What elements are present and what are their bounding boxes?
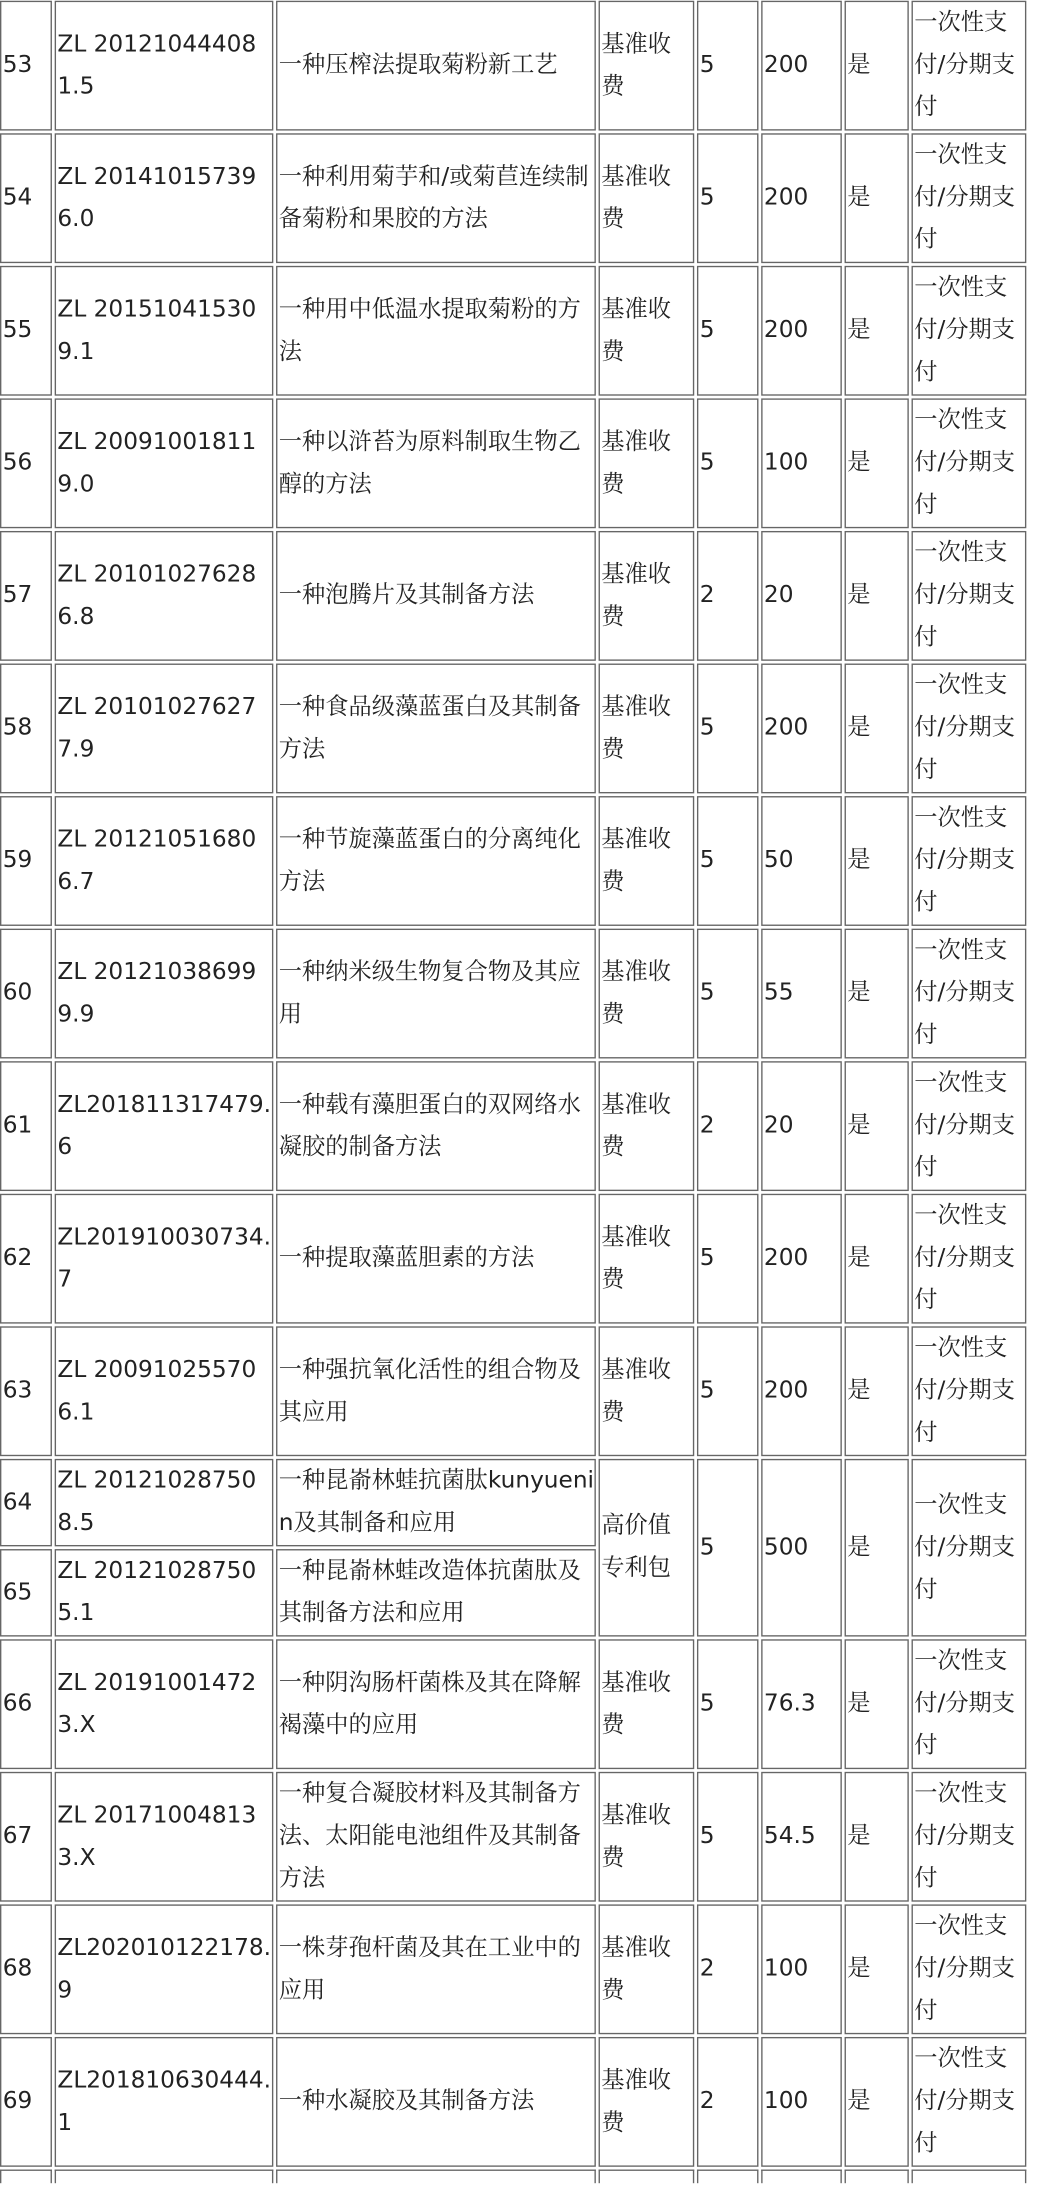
payment-method: 一次性支付/分期支付 xyxy=(912,1904,1027,2034)
row-number: 56 xyxy=(0,398,52,528)
fee-type: 基准收费 xyxy=(599,531,695,661)
empty-cell xyxy=(912,2170,1027,2184)
table-row xyxy=(0,664,1026,794)
license-years: 5 xyxy=(697,1194,758,1324)
flag: 是 xyxy=(845,531,909,661)
row-number: 66 xyxy=(0,1639,52,1769)
patent-number: ZL 200910255706.1 xyxy=(55,1326,274,1456)
price: 20 xyxy=(761,531,842,661)
fee-type: 基准收费 xyxy=(599,1194,695,1324)
table-row xyxy=(0,133,1026,263)
license-years: 5 xyxy=(697,1,758,131)
fee-type: 基准收费 xyxy=(599,1,695,131)
patent-title: 一种载有藻胆蛋白的双网络水凝胶的制备方法 xyxy=(276,1061,596,1191)
patent-number: ZL 201210386999.9 xyxy=(55,929,274,1059)
patent-number: ZL 201210516806.7 xyxy=(55,796,274,926)
license-years: 5 xyxy=(697,266,758,396)
patent-number: ZL 201910014723.X xyxy=(55,1639,274,1769)
payment-method: 一次性支付/分期支付 xyxy=(912,1326,1027,1456)
row-number: 53 xyxy=(0,1,52,131)
patent-title: 一种纳米级生物复合物及其应用 xyxy=(276,929,596,1059)
flag: 是 xyxy=(845,664,909,794)
fee-type: 基准收费 xyxy=(599,266,695,396)
patent-title: 一种食品级藻蓝蛋白及其制备方法 xyxy=(276,664,596,794)
fee-type: 基准收费 xyxy=(599,1772,695,1902)
table-row xyxy=(0,398,1026,528)
patent-title: 一种提取藻蓝胆素的方法 xyxy=(276,1194,596,1324)
payment-method: 一次性支付/分期支付 xyxy=(912,1772,1027,1902)
flag: 是 xyxy=(845,1772,909,1902)
patent-number: ZL 201510415309.1 xyxy=(55,266,274,396)
table-row xyxy=(0,1,1026,131)
table-row xyxy=(0,2037,1026,2167)
license-years: 5 xyxy=(697,796,758,926)
flag: 是 xyxy=(845,929,909,1059)
fee-type: 高价值专利包 xyxy=(599,1459,695,1637)
payment-method: 一次性支付/分期支付 xyxy=(912,1639,1027,1769)
patent-title: 一种昆嵛林蛙抗菌肽kunyuenin及其制备和应用 xyxy=(276,1459,596,1546)
row-number: 55 xyxy=(0,266,52,396)
payment-method: 一次性支付/分期支付 xyxy=(912,266,1027,396)
table-row xyxy=(0,929,1026,1059)
payment-method: 一次性支付/分期支付 xyxy=(912,1194,1027,1324)
price: 50 xyxy=(761,796,842,926)
flag: 是 xyxy=(845,1639,909,1769)
fee-type: 基准收费 xyxy=(599,1639,695,1769)
patent-number: ZL 201010276286.8 xyxy=(55,531,274,661)
patent-title: 一种以浒苔为原料制取生物乙醇的方法 xyxy=(276,398,596,528)
payment-method: 一次性支付/分期支付 xyxy=(912,664,1027,794)
row-number: 65 xyxy=(0,1549,52,1636)
flag: 是 xyxy=(845,1061,909,1191)
price: 200 xyxy=(761,266,842,396)
flag: 是 xyxy=(845,1904,909,2034)
table-row xyxy=(0,531,1026,661)
row-number: 61 xyxy=(0,1061,52,1191)
patent-number: ZL201810630444.1 xyxy=(55,2037,274,2167)
patent-number: ZL 201210444081.5 xyxy=(55,1,274,131)
patent-number: ZL201811317479.6 xyxy=(55,1061,274,1191)
row-number: 57 xyxy=(0,531,52,661)
patent-number: ZL 201210287505.1 xyxy=(55,1549,274,1636)
price: 55 xyxy=(761,929,842,1059)
table-row xyxy=(0,1061,1026,1191)
patent-title: 一种用中低温水提取菊粉的方法 xyxy=(276,266,596,396)
empty-cell xyxy=(276,2170,596,2184)
flag: 是 xyxy=(845,1459,909,1637)
price: 20 xyxy=(761,1061,842,1191)
table-row xyxy=(0,266,1026,396)
empty-cell xyxy=(599,2170,695,2184)
row-number: 62 xyxy=(0,1194,52,1324)
payment-method: 一次性支付/分期支付 xyxy=(912,398,1027,528)
license-years: 5 xyxy=(697,398,758,528)
price: 200 xyxy=(761,1326,842,1456)
payment-method: 一次性支付/分期支付 xyxy=(912,1,1027,131)
patent-title: 一种节旋藻蓝蛋白的分离纯化方法 xyxy=(276,796,596,926)
table-row xyxy=(0,796,1026,926)
price: 200 xyxy=(761,1,842,131)
empty-cell xyxy=(0,2170,52,2184)
price: 100 xyxy=(761,2037,842,2167)
patent-title: 一种水凝胶及其制备方法 xyxy=(276,2037,596,2167)
patent-number: ZL 201710048133.X xyxy=(55,1772,274,1902)
flag: 是 xyxy=(845,796,909,926)
price: 200 xyxy=(761,133,842,263)
patent-title: 一株芽孢杆菌及其在工业中的应用 xyxy=(276,1904,596,2034)
payment-method: 一次性支付/分期支付 xyxy=(912,1459,1027,1637)
price: 200 xyxy=(761,1194,842,1324)
payment-method: 一次性支付/分期支付 xyxy=(912,1061,1027,1191)
patent-title: 一种利用菊芋和/或菊苣连续制备菊粉和果胶的方法 xyxy=(276,133,596,263)
fee-type: 基准收费 xyxy=(599,1061,695,1191)
table-row xyxy=(0,1326,1026,1456)
fee-type: 基准收费 xyxy=(599,929,695,1059)
flag: 是 xyxy=(845,2037,909,2167)
fee-type: 基准收费 xyxy=(599,398,695,528)
fee-type: 基准收费 xyxy=(599,1326,695,1456)
price: 54.5 xyxy=(761,1772,842,1902)
row-number: 59 xyxy=(0,796,52,926)
flag: 是 xyxy=(845,266,909,396)
patent-title: 一种强抗氧化活性的组合物及其应用 xyxy=(276,1326,596,1456)
table-row xyxy=(0,1459,1026,1546)
license-years: 2 xyxy=(697,531,758,661)
row-number: 58 xyxy=(0,664,52,794)
flag: 是 xyxy=(845,133,909,263)
table-row xyxy=(0,1772,1026,1902)
fee-type: 基准收费 xyxy=(599,2037,695,2167)
license-years: 2 xyxy=(697,1904,758,2034)
patent-number: ZL 201410157396.0 xyxy=(55,133,274,263)
patent-title: 一种复合凝胶材料及其制备方法、太阳能电池组件及其制备方法 xyxy=(276,1772,596,1902)
flag: 是 xyxy=(845,1326,909,1456)
license-years: 5 xyxy=(697,664,758,794)
price: 100 xyxy=(761,398,842,528)
patent-title: 一种昆嵛林蛙改造体抗菌肽及其制备方法和应用 xyxy=(276,1549,596,1636)
table-row xyxy=(0,1639,1026,1769)
fee-type: 基准收费 xyxy=(599,133,695,263)
license-years: 2 xyxy=(697,1061,758,1191)
patent-number: ZL 201210287508.5 xyxy=(55,1459,274,1546)
table-row-partial xyxy=(0,2170,1026,2184)
empty-cell xyxy=(55,2170,274,2184)
license-years: 5 xyxy=(697,1772,758,1902)
fee-type: 基准收费 xyxy=(599,796,695,926)
license-years: 5 xyxy=(697,1326,758,1456)
payment-method: 一次性支付/分期支付 xyxy=(912,531,1027,661)
row-number: 63 xyxy=(0,1326,52,1456)
price: 200 xyxy=(761,664,842,794)
license-years: 5 xyxy=(697,929,758,1059)
flag: 是 xyxy=(845,1,909,131)
price: 76.3 xyxy=(761,1639,842,1769)
row-number: 68 xyxy=(0,1904,52,2034)
price: 100 xyxy=(761,1904,842,2034)
payment-method: 一次性支付/分期支付 xyxy=(912,796,1027,926)
flag: 是 xyxy=(845,398,909,528)
patent-number: ZL 201010276277.9 xyxy=(55,664,274,794)
row-number: 54 xyxy=(0,133,52,263)
patent-number: ZL 200910018119.0 xyxy=(55,398,274,528)
fee-type: 基准收费 xyxy=(599,1904,695,2034)
patent-title: 一种阴沟肠杆菌株及其在降解褐藻中的应用 xyxy=(276,1639,596,1769)
price: 500 xyxy=(761,1459,842,1637)
row-number: 60 xyxy=(0,929,52,1059)
license-years: 5 xyxy=(697,1459,758,1637)
license-years: 5 xyxy=(697,133,758,263)
patent-title: 一种压榨法提取菊粉新工艺 xyxy=(276,1,596,131)
empty-cell xyxy=(761,2170,842,2184)
table-row xyxy=(0,1904,1026,2034)
row-number: 67 xyxy=(0,1772,52,1902)
payment-method: 一次性支付/分期支付 xyxy=(912,133,1027,263)
fee-type: 基准收费 xyxy=(599,664,695,794)
row-number: 69 xyxy=(0,2037,52,2167)
patent-number: ZL202010122178.9 xyxy=(55,1904,274,2034)
empty-cell xyxy=(845,2170,909,2184)
patent-title: 一种泡腾片及其制备方法 xyxy=(276,531,596,661)
payment-method: 一次性支付/分期支付 xyxy=(912,929,1027,1059)
row-number: 64 xyxy=(0,1459,52,1546)
patent-number: ZL201910030734.7 xyxy=(55,1194,274,1324)
table-row xyxy=(0,1194,1026,1324)
empty-cell xyxy=(697,2170,758,2184)
license-years: 2 xyxy=(697,2037,758,2167)
license-years: 5 xyxy=(697,1639,758,1769)
payment-method: 一次性支付/分期支付 xyxy=(912,2037,1027,2167)
flag: 是 xyxy=(845,1194,909,1324)
